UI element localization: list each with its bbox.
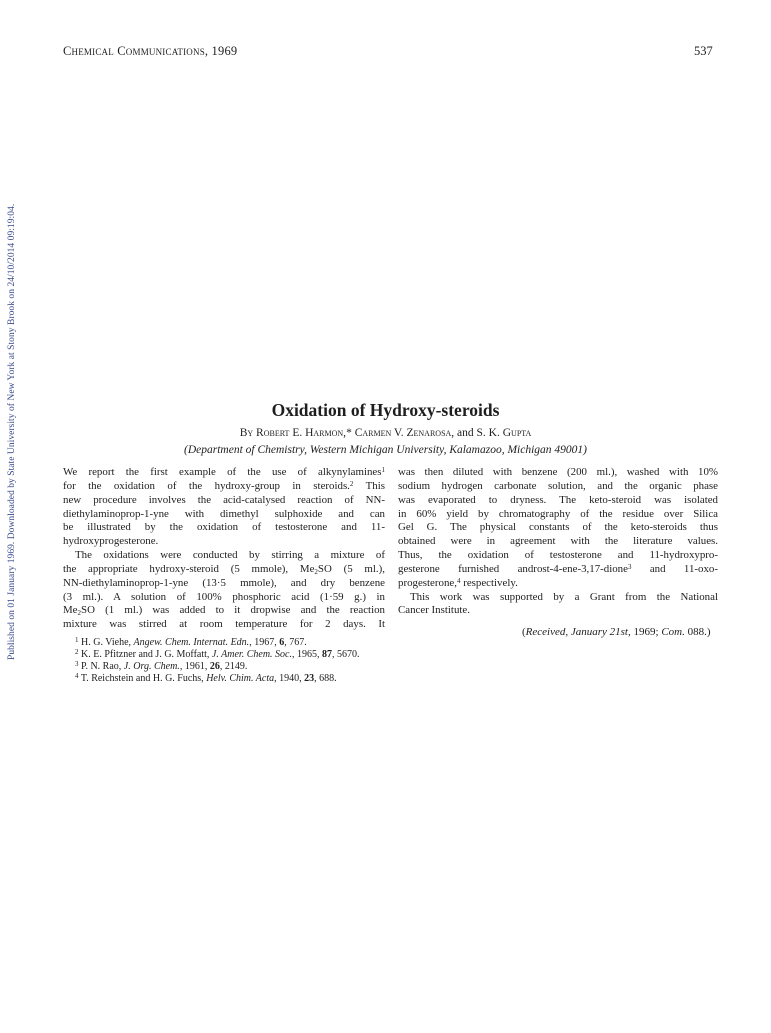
byline-by: By <box>239 427 254 439</box>
text-line: (3 ml.). A solution of 100% phosphoric acid (1·59 g.) in <box>63 590 385 603</box>
text-span: We report the first example of the use of alkynylamines <box>63 466 382 478</box>
reference-pages: , 767. <box>284 637 307 648</box>
text-line: sodium hydrogen carbonate solution, and the organic phase <box>398 479 718 492</box>
text-line <box>398 563 718 577</box>
text-line: This work was supported by a Grant from the National <box>410 590 718 603</box>
reference-pages: , 688. <box>314 672 337 684</box>
text-span: SO (1 ml.) was added to it dropwise and the reaction <box>81 604 385 617</box>
text-line: in 60% yield by chromatography of the residue over Silica <box>398 507 718 520</box>
subscript: 2 <box>314 567 318 576</box>
reference-pages: , 2149. <box>219 660 248 672</box>
com-label: Com. <box>661 626 685 638</box>
reference-year: , 1965, <box>291 648 322 660</box>
reference-journal: J. Amer. Chem. Soc. <box>211 648 292 660</box>
text-span: This <box>353 479 385 492</box>
text-line <box>63 604 385 618</box>
text-line: be illustrated by the oxidation of testosterone and 11- <box>63 521 385 534</box>
reference-number: 1 <box>75 636 79 644</box>
body-left-column <box>63 466 385 632</box>
reference-volume: 23 <box>304 672 315 684</box>
footnote-ref: 1 <box>381 466 385 474</box>
reference-year: , 1940, <box>274 672 305 684</box>
text-line: diethylaminoprop-1-yne with dimethyl sulphoxide and can <box>63 507 385 520</box>
paren-open: ( <box>522 626 526 638</box>
reference-volume: 87 <box>321 648 332 660</box>
subscript: 2 <box>77 609 82 618</box>
reference-journal: Angew. Chem. Internat. Edn. <box>133 637 250 648</box>
text-line: was evaporated to dryness. The keto-steroid was isolated <box>398 493 718 506</box>
text-line: hydroxyprogesterone. <box>63 535 159 548</box>
footnote-ref: 4 <box>456 576 461 585</box>
text-line <box>398 577 718 591</box>
reference-item <box>75 637 359 649</box>
text-span: gesterone furnished androst-4-ene-3,17-dione <box>398 562 628 575</box>
download-notice: Published on 01 January 1969. Downloaded by State University of New York at Stony Brook on 24/10/2014 09:19:04. <box>7 203 17 660</box>
reference-pages: , 5670. <box>331 648 360 660</box>
reference-journal: J. Org. Chem. <box>123 660 180 672</box>
text-span: for the oxidation of the hydroxy-group in steroids. <box>63 479 350 492</box>
text-span: the appropriate hydroxy-steroid (5 mmole), Me <box>63 562 315 575</box>
footnote-ref: 2 <box>349 479 354 488</box>
page-number: 537 <box>694 44 713 58</box>
references <box>75 637 359 685</box>
text-span: and 11-oxo- <box>631 562 718 575</box>
text-span: Me <box>63 604 78 617</box>
reference-year: , 1967, <box>249 637 280 648</box>
author-harmon: Robert E. Harmon, <box>256 427 347 439</box>
reference-authors: K. E. Pfitzner and J. G. Moffatt, <box>81 648 212 660</box>
text-line <box>63 466 385 480</box>
text-span: progesterone, <box>398 576 457 589</box>
com-number: 088.) <box>684 626 711 638</box>
reference-number: 3 <box>75 659 79 668</box>
reference-authors: H. G. Viehe, <box>81 637 134 648</box>
footnote-ref: 3 <box>627 562 632 571</box>
received-label: Received, January 21st, <box>525 626 631 638</box>
corresponding-star: * <box>346 427 352 439</box>
text-line: NN-diethylaminoprop-1-yne (13·5 mmole), and dry benzene <box>63 576 385 589</box>
article-title: Oxidation of Hydroxy-steroids <box>271 400 500 420</box>
byline-and: and <box>457 427 474 439</box>
reference-volume: 6 <box>279 637 285 648</box>
text-span: respectively. <box>460 576 518 589</box>
text-line <box>63 480 385 494</box>
reference-number: 4 <box>75 671 79 680</box>
text-line: Thus, the oxidation of testosterone and 11-hydroxypro- <box>398 549 718 562</box>
reference-volume: 26 <box>209 660 220 672</box>
received-year: 1969; <box>630 626 662 638</box>
reference-authors: T. Reichstein and H. G. Fuchs, <box>80 672 207 684</box>
text-line: Gel G. The physical constants of the keto-steroids thus <box>398 521 718 534</box>
text-line: mixture was stirred at room temperature for 2 days. It <box>63 618 385 631</box>
reference-item <box>75 673 359 685</box>
text-line <box>63 563 385 577</box>
running-header-journal: Chemical Communications, 1969 <box>63 44 238 58</box>
reference-year: , 1961, <box>179 660 210 672</box>
text-line: The oxidations were conducted by stirring a mixture of <box>75 549 385 562</box>
reference-item <box>75 661 359 673</box>
reference-item <box>75 649 359 661</box>
body-right-column <box>398 466 718 618</box>
text-line: Cancer Institute. <box>398 604 470 617</box>
reference-number: 2 <box>75 647 79 656</box>
received-date <box>522 626 711 638</box>
reference-authors: P. N. Rao, <box>81 660 124 672</box>
author-gupta: S. K. Gupta <box>476 427 532 439</box>
text-span: SO (5 ml.), <box>317 562 385 575</box>
reference-journal: Helv. Chim. Acta <box>206 672 275 684</box>
affiliation: (Department of Chemistry, Western Michigan University, Kalamazoo, Michigan 49001) <box>184 444 587 456</box>
author-line <box>0 427 771 439</box>
author-zenarosa: Carmen V. Zenarosa, <box>354 427 455 439</box>
text-line: new procedure involves the acid-catalysed reaction of NN- <box>63 493 385 506</box>
text-line: was then diluted with benzene (200 ml.), washed with 10% <box>398 466 718 478</box>
text-line: obtained were in agreement with the literature values. <box>398 535 718 548</box>
